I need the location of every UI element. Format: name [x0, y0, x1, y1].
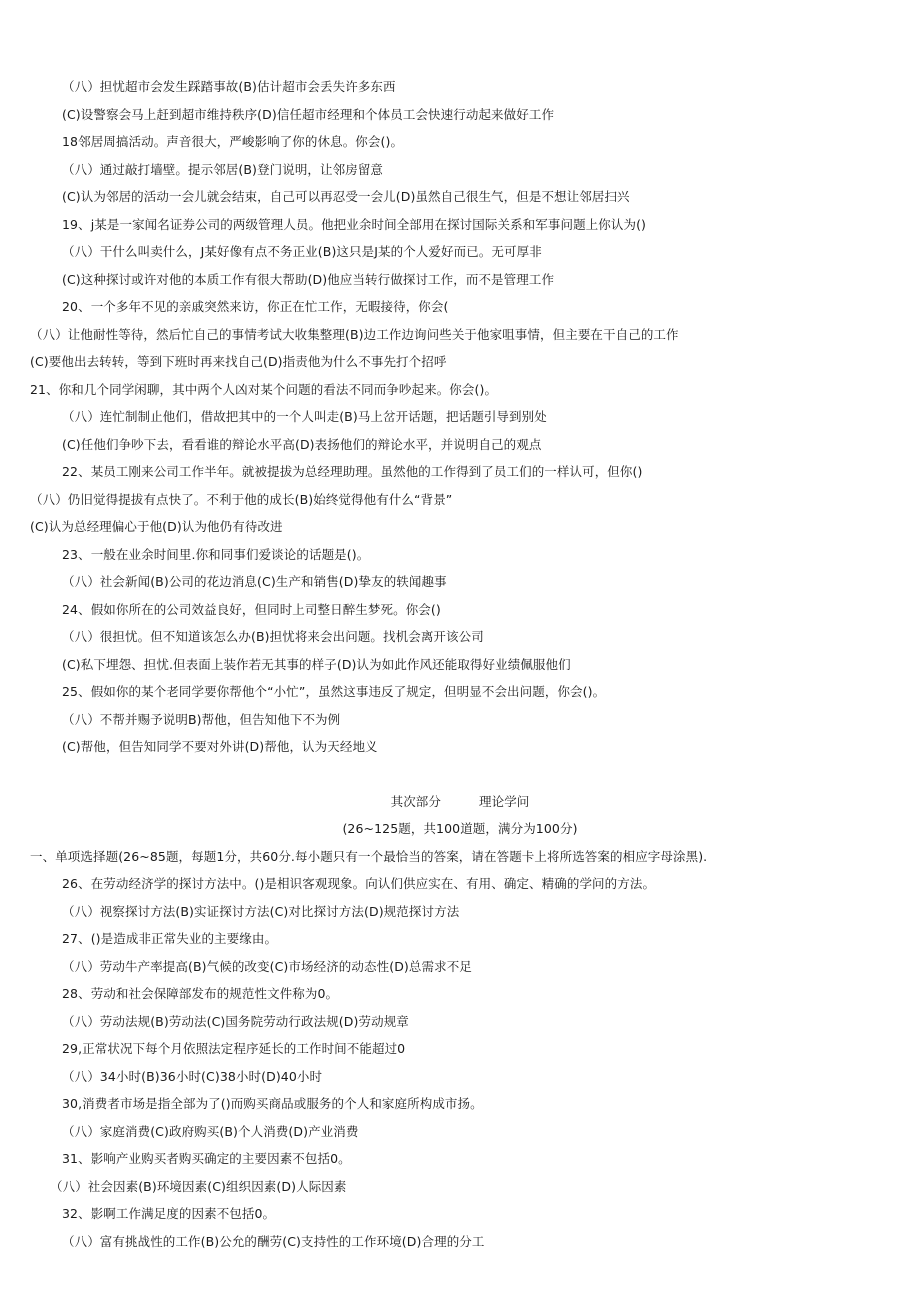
text-line: （八）仍旧觉得提拔有点快了。不利于他的成长(B)始终觉得他有什么“背景” [30, 492, 453, 507]
text-line: 25、假如你的某个老同学要你帮他个“小忙”，虽然这事违反了规定，但明显不会出问题，你会()。 [62, 684, 606, 699]
section-title [0, 794, 920, 810]
text-line: 22、某员工刚来公司工作半年。就被提拔为总经理助理。虽然他的工作得到了员工们的一样认可，但你() [62, 464, 643, 479]
text-line: 31、影响产业购买者购买确定的主要因素不包括0。 [62, 1151, 351, 1166]
text-line: （八）社会因素(B)环境因素(C)组织因素(D)人际因素 [50, 1179, 347, 1194]
text-line: （八）很担忧。但不知道该怎么办(B)担忧将来会出问题。找机会离开该公司 [62, 629, 484, 644]
text-line: （八）担忧超市会发生踩踏事故(B)估计超市会丢失许多东西 [62, 79, 396, 94]
text-line: 27、()是造成非正常失业的主要缘由。 [62, 931, 278, 946]
text-line: （八）不帮并赐予说明B)帮他，但告知他下不为例 [62, 712, 341, 727]
section-title-left: 其次部分 [390, 794, 441, 809]
text-line: 30,消费者市场是指全部为了()而购买商品或服务的个人和家庭所构成市扬。 [62, 1096, 483, 1111]
text-line: (C)认为邻居的活动一会儿就会结束，自己可以再忍受一会儿(D)虽然自己很生气，但是不想让邻居扫兴 [62, 189, 630, 204]
text-line: (C)这种探讨或许对他的本质工作有很大帮助(D)他应当转行做探讨工作，而不是管理工作 [62, 272, 555, 287]
text-line: (C)任他们争吵下去，看看谁的辩论水平高(D)表扬他们的辩论水平，并说明自己的观点 [62, 437, 542, 452]
section-instruction: 一、单项选择题(26~85题，每题1分，共60分.每小题只有一个最恰当的答案，请在答题卡上将所选答案的相应字母涂黑). [30, 849, 708, 864]
text-line: （八）连忙制制止他们，借故把其中的一个人叫走(B)马上岔开话题，把话题引导到别处 [62, 409, 547, 424]
section-title-right: 理论学问 [479, 794, 530, 809]
text-line: (C)帮他，但告知同学不要对外讲(D)帮他，认为天经地义 [62, 739, 378, 754]
text-line: 23、一般在业余时间里.你和同事们爱谈论的话题是()。 [62, 547, 370, 562]
text-line: （八）通过敲打墙壁。提示邻居(B)登门说明，让邻房留意 [62, 162, 384, 177]
text-line: （八）家庭消费(C)政府购买(B)个人消费(D)产业消费 [62, 1124, 359, 1139]
text-line: 24、假如你所在的公司效益良好，但同时上司整日醉生梦死。你会() [62, 602, 441, 617]
text-line: （八）富有挑战性的工作(B)公允的酬劳(C)支持性的工作环境(D)合理的分工 [62, 1234, 485, 1249]
text-line: (C)私下埋怨、担忧.但表面上装作若无其事的样子(D)认为如此作风还能取得好业绩佩服他们 [62, 657, 571, 672]
text-line: 26、在劳动经济学的探讨方法中。()是相识客观现象。向认们供应实在、有用、确定、精确的学问的方法。 [62, 876, 656, 891]
text-line: 28、劳动和社会保障部发布的规范性文件称为0。 [62, 986, 339, 1001]
text-line: (C)认为总经理偏心于他(D)认为他仍有待改进 [30, 519, 283, 534]
text-line: 29,正常状况下每个月依照法定程序延长的工作时间不能超过0 [62, 1041, 406, 1056]
text-line: （八）干什么叫卖什么，J某好像有点不务正业(B)这只是J某的个人爱好而已。无可厚非 [62, 244, 542, 259]
text-line: (C)设警察会马上赶到超市维持秩序(D)信任超市经理和个体员工会快速行动起来做好工作 [62, 107, 555, 122]
section-subtitle: (26~125题，共100道题，满分为100分) [342, 821, 578, 836]
text-line: 19、j某是一家闻名证券公司的两级管理人员。他把业余时间全部用在探讨国际关系和军事问题上你认为() [62, 217, 647, 232]
text-line: 21、你和几个同学闲聊，其中两个人凶对某个问题的看法不同而争吵起来。你会()。 [30, 382, 498, 397]
text-line: （八）劳动法规(B)劳动法(C)国务院劳动行政法规(D)劳动规章 [62, 1014, 409, 1029]
text-line: 20、一个多年不见的亲戚突然来访，你正在忙工作，无暇接待，你会( [62, 299, 449, 314]
text-line: （八）让他耐性等待，然后忙自己的事情考试大收集整理(B)边工作边询问些关于他家咀事情，但主要在干自己的工作 [30, 327, 679, 342]
text-line: （八）视察探讨方法(B)实证探讨方法(C)对比探讨方法(D)规范探讨方法 [62, 904, 460, 919]
text-line: 18邻居周搞活动。声音很大，严峻影响了你的休息。你会()。 [62, 134, 404, 149]
text-line: （八）34小时(B)36小时(C)38小时(D)40小时 [62, 1069, 323, 1084]
text-line: (C)要他出去转转，等到下班时再来找自己(D)指责他为什么不事先打个招呼 [30, 354, 447, 369]
text-line: 32、影啊工作满足度的因素不包括0。 [62, 1206, 276, 1221]
text-line: （八）劳动牛产率提高(B)气候的改变(C)市场经济的动态性(D)总需求不足 [62, 959, 472, 974]
text-line: （八）社会新闻(B)公司的花边消息(C)生产和销售(D)挚友的轶闻趣事 [62, 574, 447, 589]
